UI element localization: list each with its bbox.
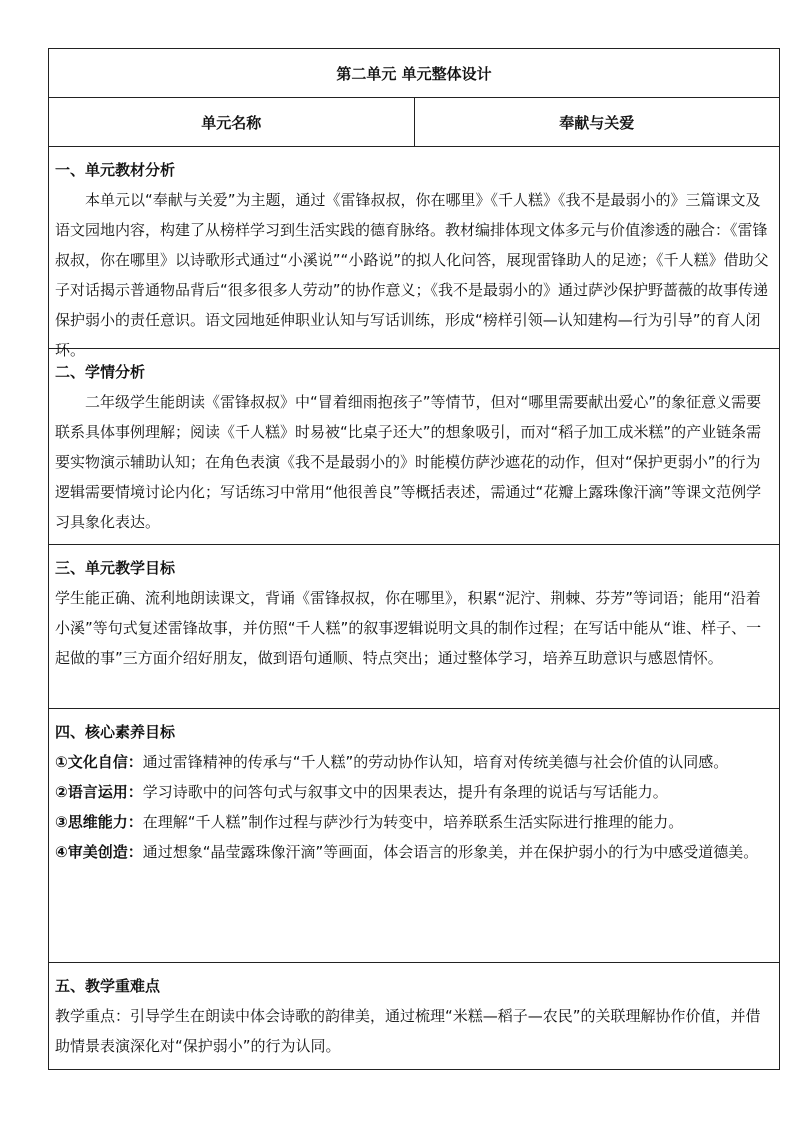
unit-name-value: 奉献与关爱 [559,113,635,132]
unit-design-table [48,48,780,1070]
unit-name-row [48,97,780,146]
section-heading: 五、教学重难点 [55,977,161,995]
section-body: 本单元以“奉献与关爱”为主题，通过《雷锋叔叔，你在哪里》《千人糕》《我不是最弱小的》三篇课文及语文园地内容，构建了从榜样学习到生活实践的德育脉络。教材编排体现文体多元与价值渗透的融合：《雷锋叔叔，你在哪里》以诗歌形式通过“小溪说”“小路说”的拟人化问答，展现雷锋助人的足迹；《千人糕》借助父子对话揭示普通物品背后“很多很多人劳动”的协作意义；《我不是最弱小的》通过萨沙保护野蔷薇的故事传递保护弱小的责任意识。语文园地延伸职业认知与写话训练，形成“榜样引领—认知建构—行为引导”的育人闭环。 [55,191,769,359]
goal-label: ③思维能力： [55,813,143,831]
section-body: 二年级学生能朗读《雷锋叔叔》中“冒着细雨抱孩子”等情节，但对“哪里需要献出爱心”的象征意义需要联系具体事例理解；阅读《千人糕》时易被“比桌子还大”的想象吸引，而对“稻子加工成米糕”的产业链条需要实物演示辅助认知；在角色表演《我不是最弱小的》时能模仿萨沙遮花的动作，但对“保护更弱小”的行为逻辑需要情境讨论内化；写话练习中常用“他很善良”等概括表述，需通过“花瓣上露珠像汗滴”等课文范例学习具象化表达。 [55,393,762,531]
goal-label: ④审美创造： [55,843,143,861]
goal-text: 在理解“千人糕”制作过程与萨沙行为转变中，培养联系生活实际进行推理的能力。 [142,813,684,831]
section-body: 教学重点：引导学生在朗读中体会诗歌的韵律美，通过梳理“米糕—稻子—农民”的关联理解协作价值，并借助情景表演深化对“保护弱小”的行为认同。 [55,1007,761,1055]
section-heading: 四、核心素养目标 [55,723,176,741]
section-teaching-goals [48,544,780,708]
table-title-row [48,48,780,97]
section-body: 学生能正确、流利地朗读课文，背诵《雷锋叔叔，你在哪里》，积累“泥泞、荆棘、芬芳”等词语；能用“沿着小溪”等句式复述雷锋故事，并仿照“千人糕”的叙事逻辑说明文具的制作过程；在写话中能从“谁、样子、一起做的事”三方面介绍好朋友，做到语句通顺、特点突出；通过整体学习，培养互助意识与感恩情怀。 [55,589,762,667]
section-heading: 二、学情分析 [55,363,146,381]
unit-name-label: 单元名称 [49,98,415,146]
section-textbook-analysis [48,146,780,359]
goal-text: 通过雷锋精神的传承与“千人糕”的劳动协作认知，培育对传统美德与社会价值的认同感。 [142,753,729,771]
goal-text: 学习诗歌中的问答句式与叙事文中的因果表达，提升有条理的说话与写话能力。 [142,783,668,801]
section-key-difficulties [48,962,780,1070]
section-heading: 一、单元教材分析 [55,161,176,179]
section-heading: 三、单元教学目标 [55,559,176,577]
section-core-literacy-goals [48,708,780,962]
goal-item [55,747,773,777]
goal-item [55,837,773,867]
goal-item [55,807,773,837]
section-learner-analysis [48,348,780,544]
goal-label: ②语言运用： [55,783,143,801]
goal-text: 通过想象“晶莹露珠像汗滴”等画面，体会语言的形象美，并在保护弱小的行为中感受道德美。 [142,843,759,861]
goal-label: ①文化自信： [55,753,143,771]
page-title: 第二单元 单元整体设计 [336,64,492,83]
goal-item [55,777,773,807]
